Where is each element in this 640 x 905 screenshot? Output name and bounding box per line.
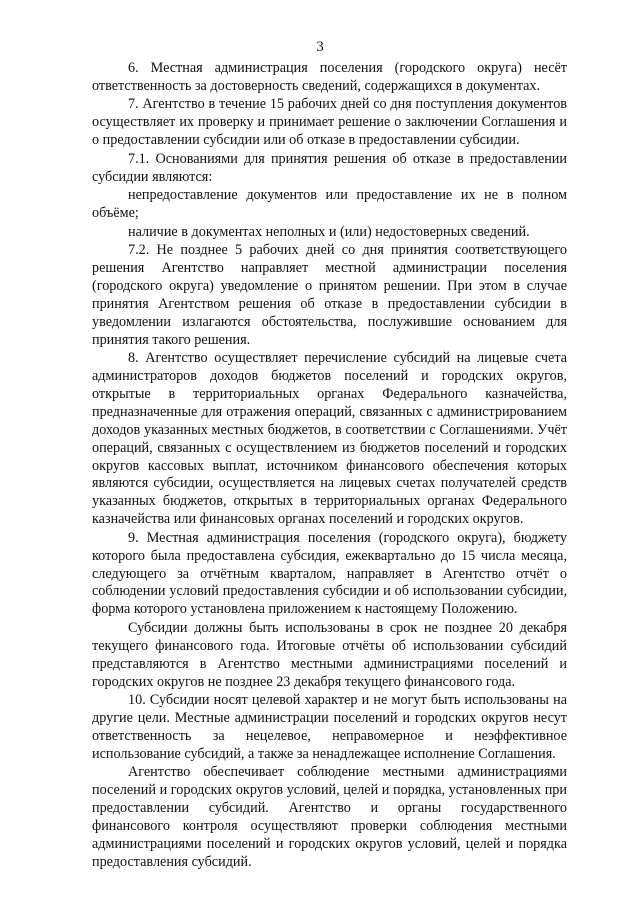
page-number: 3 <box>316 39 324 55</box>
paragraph-9-deadline: Субсидии должны быть использованы в срок не позднее 20 декабря текущего финансового года. Итоговые отчёты об использовании субсидий представляются в Агентство местными администрациями поселений и городских округов не позднее 23 декабря текущего финансового года. <box>92 619 567 690</box>
paragraph-6: 6. Местная администрация поселения (городского округа) несёт ответственность за достоверность сведений, содержащихся в документах. <box>92 60 567 94</box>
document-body <box>92 60 567 872</box>
paragraph-10: 10. Субсидии носят целевой характер и не могут быть использованы на другие цели. Местные администрации поселений и городских округов несут ответственность за нецелевое, неправомерное и неэффективное использование субсидий, а также за ненадлежащее исполнение Соглашения. <box>92 692 567 762</box>
paragraph-7-1: 7.1. Основаниями для принятия решения об отказе в предоставлении субсидии являются: <box>92 150 567 185</box>
paragraph-8: 8. Агентство осуществляет перечисление субсидий на лицевые счета администраторов доходов бюджетов поселений и городских округов, открытые в территориальных органах Федерального казначейства, предназначенные для отражения операций, связанных с администрированием доходов указанных местных бюджетов, в соответствии с Соглашениями. Учёт операций, связанных с осуществлением из бюджетов поселений и городских округов кассовых выплат, источником финансового обеспечения которых являются субсидии, осуществляется на лицевых счетах получателей средств указанных бюджетов, открытых в территориальных органах Федерального казначейства или финансовых органах поселений и городских округов. <box>92 350 567 528</box>
paragraph-7-1-item-1: непредоставление документов или предоставление их не в полном объёме; <box>92 187 567 222</box>
paragraph-7-2: 7.2. Не позднее 5 рабочих дней со дня принятия соответствующего решения Агентство направляет местной администрации поселения (городского округа) уведомление о принятом решении. При этом в случае принятия Агентством решения об отказе в предоставлении субсидии в уведомлении излагаются обстоятельства, послужившие основанием для принятия такого решения. <box>92 242 567 348</box>
paragraph-7: 7. Агентство в течение 15 рабочих дней со дня поступления документов осуществляет их проверку и принимает решение о заключении Соглашения и о предоставлении субсидии или об отказе в предоставлении субсидии. <box>92 96 567 149</box>
paragraph-7-1-item-2: наличие в документах неполных и (или) недостоверных сведений. <box>128 223 530 240</box>
paragraph-9: 9. Местная администрация поселения (городского округа), бюджету которого была предоставлена субсидия, ежеквартально до 15 числа месяца, следующего за отчётным кварталом, направляет в Агентство отчёт о соблюдении условий предоставления субсидии и об использовании субсидии, форма которого установлена приложением к настоящему Положению. <box>92 529 567 618</box>
paragraph-10-control: Агентство обеспечивает соблюдение местными администрациями поселений и городских округов условий, целей и порядка, установленных при предоставлении субсидий. Агентство и органы государственного финансового контроля осуществляют проверки соблюдения местными администрациями поселений и городских округов условий, целей и порядка предоставления субсидий. <box>92 764 567 870</box>
